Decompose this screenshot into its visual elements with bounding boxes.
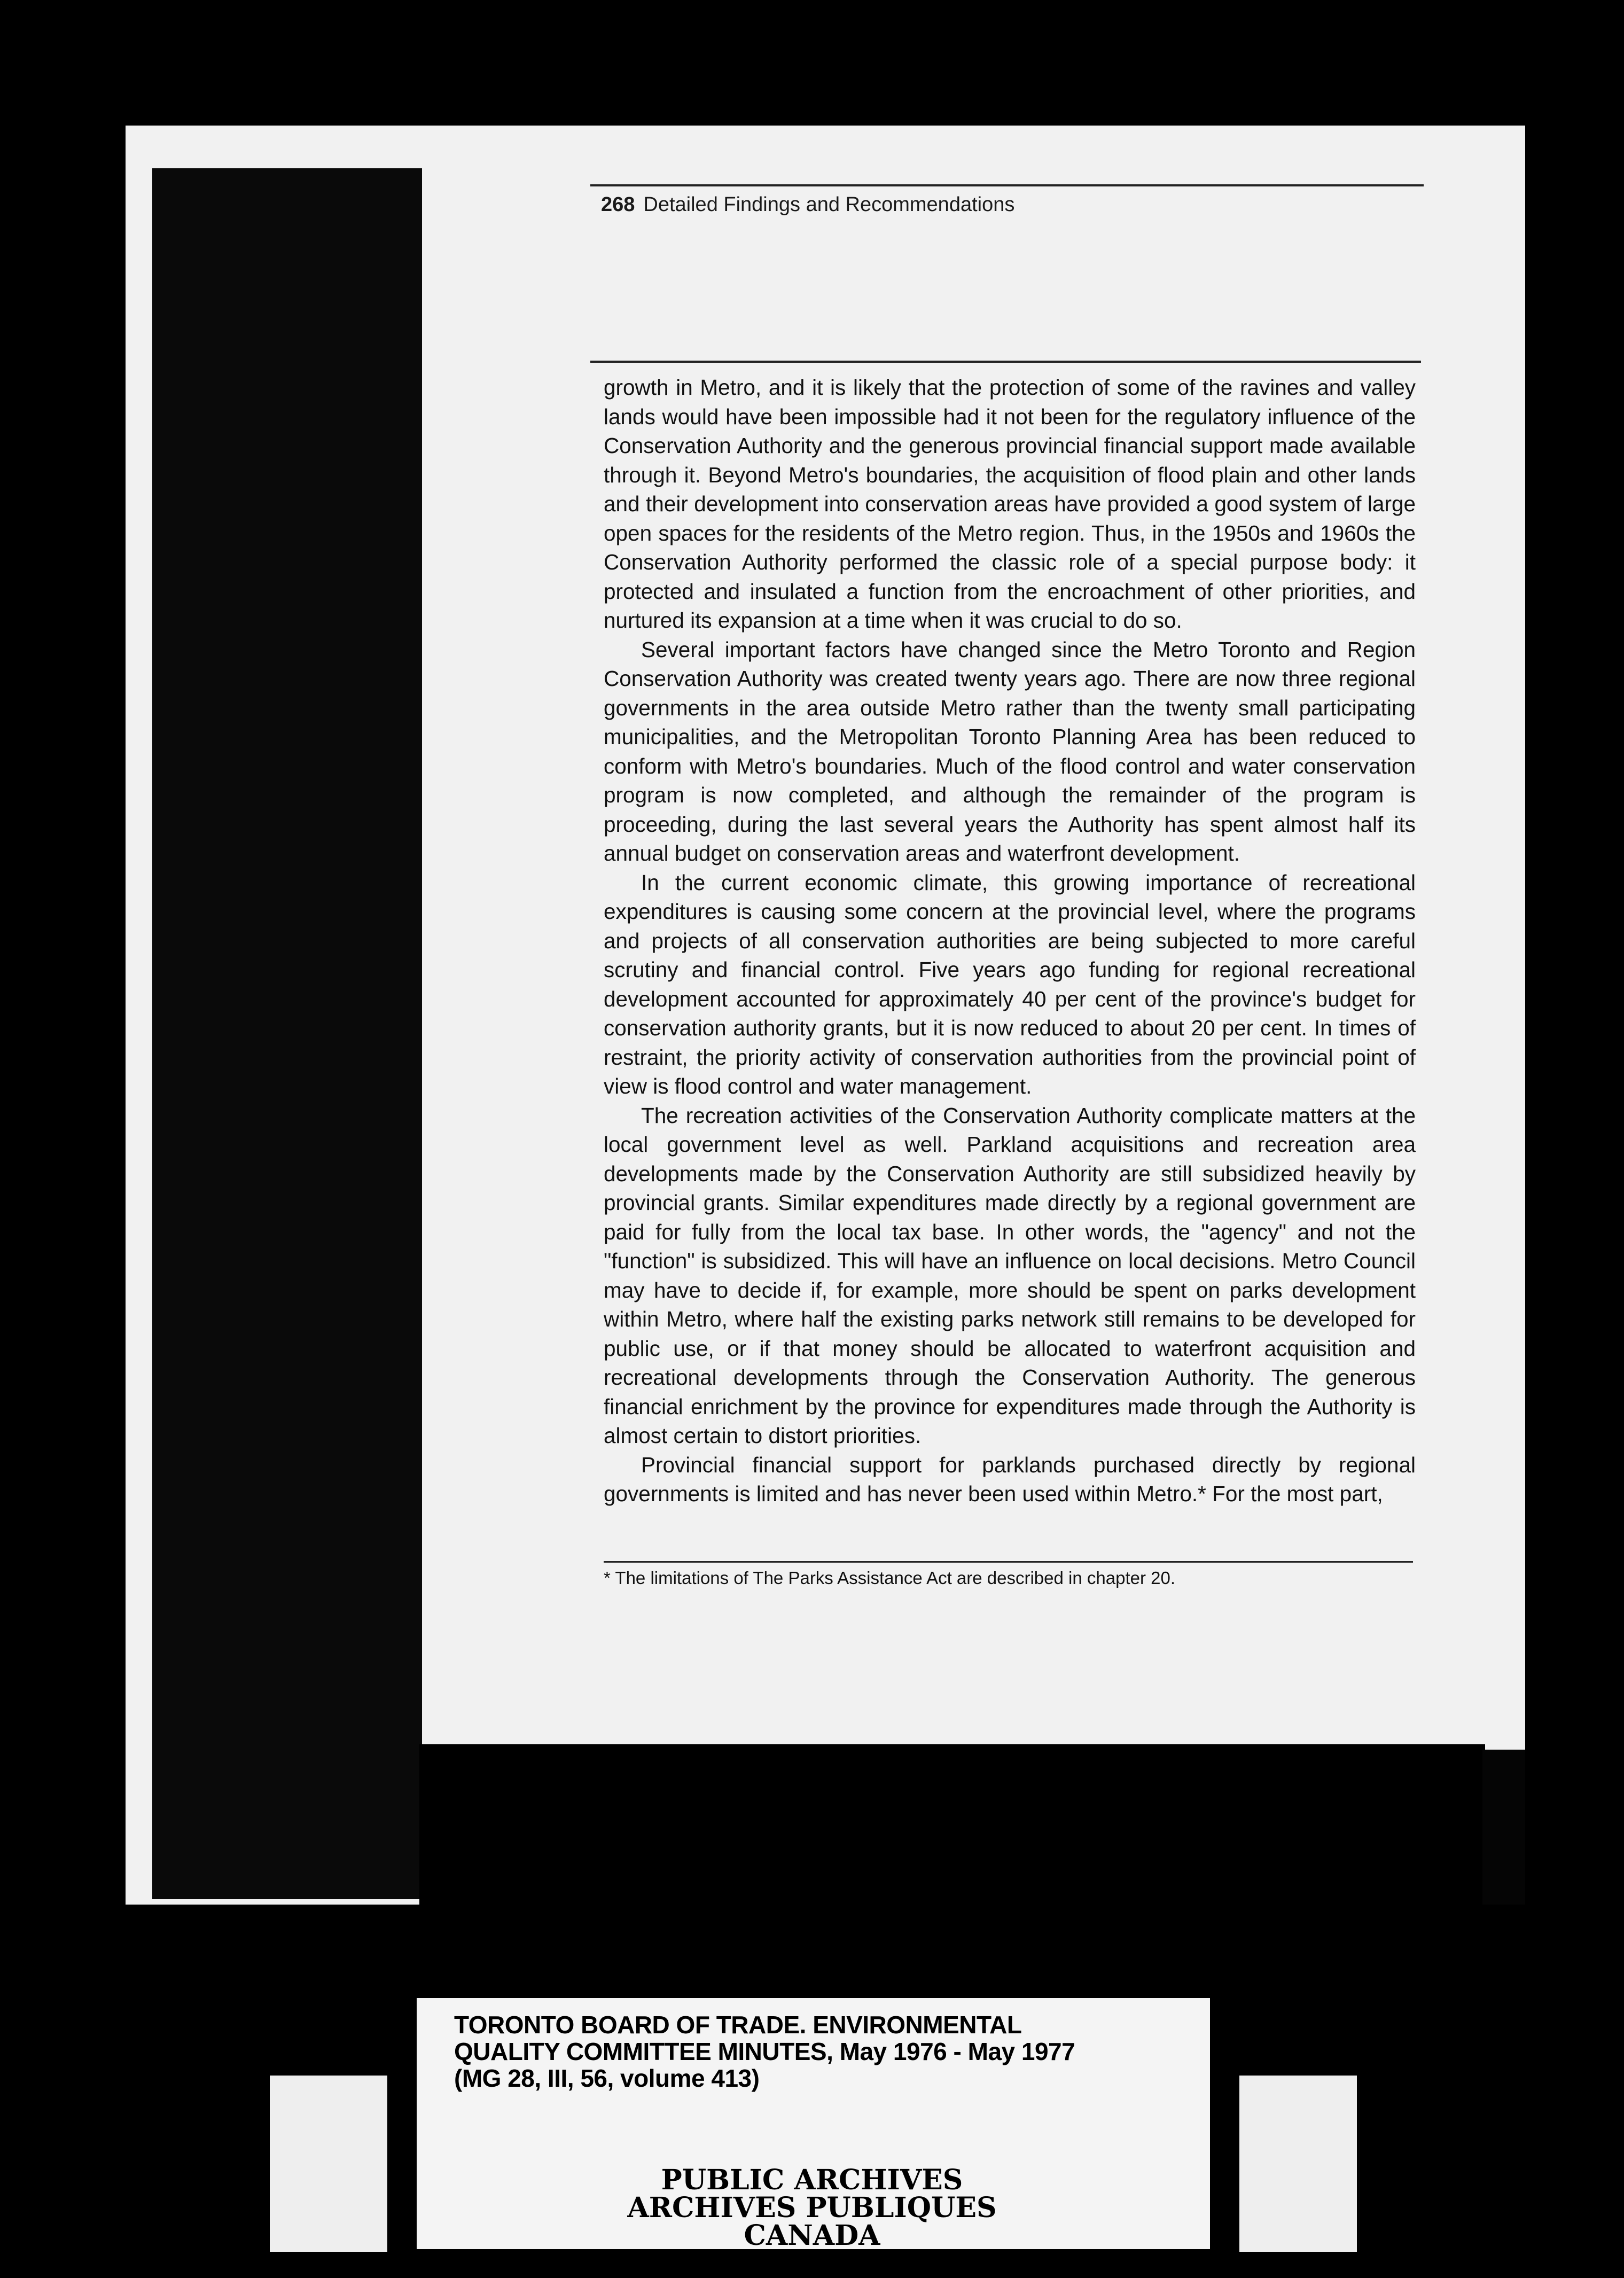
header-rule xyxy=(590,184,1424,186)
running-title: Detailed Findings and Recommendations xyxy=(643,193,1015,216)
paragraph: Several important factors have changed since the Metro Toronto and Region Conservation Authority was created twenty years ago. There are now three regional governments in the area outside Metro rather than the twenty small participating municipalities, and the Metropolitan Toronto Planning Area has been reduced to conform with Metro's boundaries. Much of the flood control and water conservation program is now completed, and although the remainder of the program is proceeding, during the last several years the Authority has spent almost half its annual budget on conservation areas and waterfront development. xyxy=(604,637,1416,865)
archive-stamp-line: PUBLIC ARCHIVES xyxy=(661,2164,963,2196)
paragraph: In the current economic climate, this growing importance of recreational expenditures is causing some concern at the provincial level, where the programs and projects of all conservation authorities are being subjected to more careful scrutiny and financial control. Five years ago funding for regional recreational development accounted for approximately 40 per cent of the province's budget for conservation authority grants, but it is now reduced to about 20 per cent. In times of restraint, the priority activity of conservation authorities from the provincial point of view is flood control and water management. xyxy=(604,870,1416,1098)
page-number: 268 xyxy=(601,193,635,216)
paragraph: Provincial financial support for parklands purchased directly by regional governments is limited and has never been used within Metro.* For the most part, xyxy=(604,1452,1416,1506)
collection-line: QUALITY COMMITTEE MINUTES, May 1976 - May 1977 xyxy=(454,2038,1075,2065)
scan-shadow-bottom xyxy=(419,1744,1485,1905)
paragraph: The recreation activities of the Conservation Authority complicate matters at the local government level as well. Parkland acquisitions and recreation area developments made by the Conservation Authority are still subsidized heavily by provincial grants. Similar expenditures made directly by a regional government are paid for fully from the local tax base. In other words, the "agency" and not the "function" is subsidized. This will have an influence on local decisions. Metro Council may have to decide if, for example, more should be spent on parks development within Metro, where half the existing parks network still remains to be developed for public use, or if that money should be allocated to waterfront acquisition and recreational developments through the Conservation Authority. The generous financial enrichment by the province for expenditures made through the Authority is almost certain to distort priorities. xyxy=(604,1103,1416,1448)
scan-shadow-right xyxy=(1482,1750,1525,1905)
label-tab-left xyxy=(387,1998,417,2166)
archive-stamp-line: CANADA xyxy=(744,2219,880,2252)
label-side-left xyxy=(270,2076,387,2252)
footnote-rule xyxy=(604,1561,1413,1563)
body-text xyxy=(604,373,1416,1509)
running-header xyxy=(601,193,1014,216)
label-side-right xyxy=(1239,2076,1357,2252)
label-tab-right xyxy=(1210,1998,1239,2166)
archive-stamp xyxy=(614,2166,1010,2250)
archive-stamp-line: ARCHIVES PUBLIQUES xyxy=(627,2191,997,2224)
text-top-rule xyxy=(590,361,1421,363)
scan-shadow-left xyxy=(152,168,422,1899)
collection-line: TORONTO BOARD OF TRADE. ENVIRONMENTAL xyxy=(454,2011,1022,2039)
footnote: * The limitations of The Parks Assistance Act are described in chapter 20. xyxy=(604,1568,1176,1588)
paragraph: growth in Metro, and it is likely that the protection of some of the ravines and valley lands would have been impossible had it not been for the regulatory influence of the Conservation Authority and the generous provincial financial support made available through it. Beyond Metro's boundaries, the acquisition of flood plain and other lands and their development into conservation areas have provided a good system of large open spaces for the residents of the Metro region. Thus, in the 1950s and 1960s the Conservation Authority performed the classic role of a special purpose body: it protected and insulated a function from the encroachment of other priorities, and nurtured its expansion at a time when it was crucial to do so. xyxy=(604,375,1416,633)
collection-label xyxy=(454,2011,1075,2092)
collection-line: (MG 28, III, 56, volume 413) xyxy=(454,2064,760,2092)
